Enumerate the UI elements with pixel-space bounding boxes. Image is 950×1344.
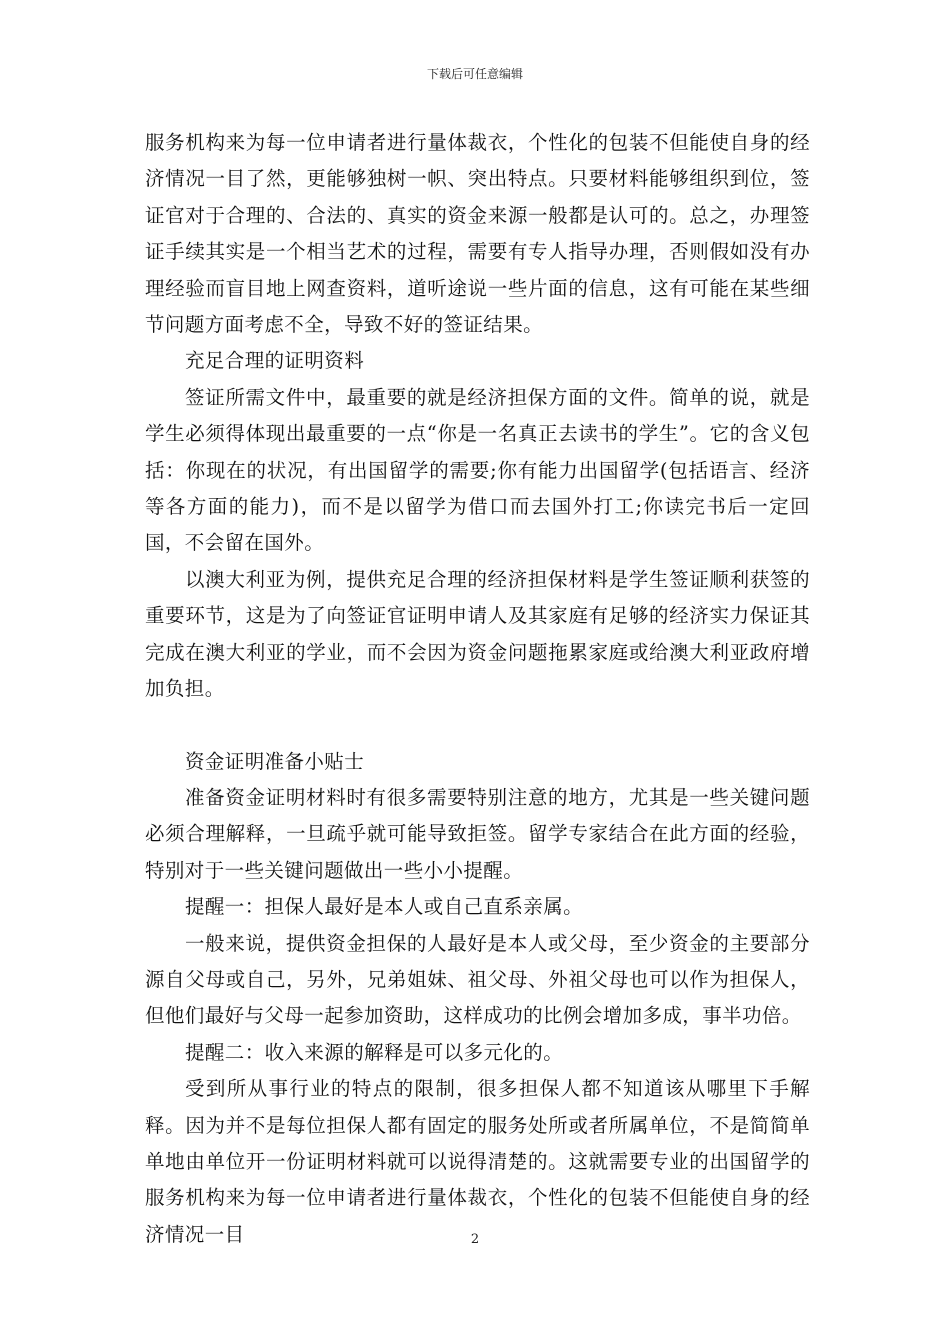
- paragraph-visa-documents: 签证所需文件中，最重要的就是经济担保方面的文件。简单的说，就是学生必须得体现出最重要的一点“你是一名真正去读书的学生”。它的含义包括：你现在的状况，有出国留学的需要;你有能力出国留学(包括语言、经济等各方面的能力)，而不是以留学为借口而去国外打工;你读完书后一定回国，不会留在国外。: [145, 385, 810, 555]
- section-heading-proof-documents: 充足合理的证明资料: [185, 349, 365, 373]
- paragraph-tip-one: 一般来说，提供资金担保的人最好是本人或父母，至少资金的主要部分源自父母或自己，另外，兄弟姐妹、祖父母、外祖父母也可以作为担保人，但他们最好与父母一起参加资助，这样成功的比例会增加多成，事半功倍。: [145, 931, 810, 1028]
- paragraph-australia-example: 以澳大利亚为例，提供充足合理的经济担保材料是学生签证顺利获签的重要环节，这是为了向签证官证明申请人及其家庭有足够的经济实力保证其完成在澳大利亚的学业，而不会因为资金问题拖累家庭或给澳大利亚政府增加负担。: [145, 567, 810, 701]
- page-number: 2: [470, 1232, 480, 1247]
- paragraph-spacer: [145, 708, 810, 744]
- tip-two-heading: 提醒二：收入来源的解释是可以多元化的。: [185, 1040, 564, 1064]
- paragraph-tips-intro: 准备资金证明材料时有很多需要特别注意的地方，尤其是一些关键问题必须合理解释，一旦疏乎就可能导致拒签。留学专家结合在此方面的经验，特别对于一些关键问题做出一些小小提醒。: [145, 785, 810, 882]
- page-header-note: 下载后可任意编辑: [426, 67, 523, 81]
- paragraph-intro-continuation: 服务机构来为每一位申请者进行量体裁衣，个性化的包装不但能使自身的经济情况一目了然，更能够独树一帜、突出特点。只要材料能够组织到位，签证官对于合理的、合法的、真实的资金来源一般都是认可的。总之，办理签证手续其实是一个相当艺术的过程，需要有专人指导办理，否则假如没有办理经验而盲目地上网查资料，道听途说一些片面的信息，这有可能在某些细节问题方面考虑不全，导致不好的签证结果。: [145, 131, 810, 337]
- tip-one-heading: 提醒一：担保人最好是本人或自己直系亲属。: [185, 895, 584, 919]
- paragraph-tip-two: 受到所从事行业的特点的限制，很多担保人都不知道该从哪里下手解释。因为并不是每位担保人都有固定的服务处所或者所属单位，不是简简单单地由单位开一份证明材料就可以说得清楚的。这就需要专业的出国留学的服务机构来为每一位申请者进行量体裁衣，个性化的包装不但能使自身的经济情况一目: [145, 1077, 810, 1246]
- section-heading-funding-tips: 资金证明准备小贴士: [185, 749, 365, 773]
- document-body: [145, 125, 810, 1253]
